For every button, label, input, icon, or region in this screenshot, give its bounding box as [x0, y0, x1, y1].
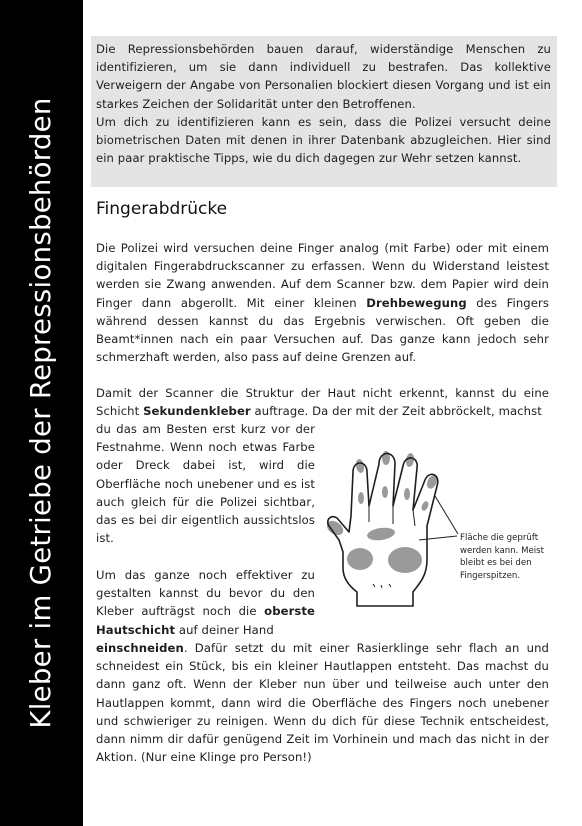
intro-paragraph: Die Repressionsbehörden bauen darauf, widerständige Menschen zu identifizieren, um sie dann individuell zu bestrafen. Das kollektive Verweigern der Angabe von Personalien blockiert diesen Vorgang und ist ein starkes Zeichen der Solidarität unter den Betroffenen.: [96, 42, 551, 111]
paragraph-glue-intro: [96, 384, 549, 420]
keyword-drehbewegung: Drehbewegung: [366, 295, 467, 310]
paragraph-cutting: [96, 639, 549, 766]
main-content: [91, 0, 557, 826]
keyword-sekundenkleber: Sekundenkleber: [143, 404, 251, 419]
intro-box: [91, 36, 557, 187]
text-run: Die Polizei wird versuchen deine Finger analog (mit Farbe) oder mit einem digitalen Fingerabdruckscanner zu erfassen. Wenn du Widerstand leistest werden sie Zwang anwenden. Auf dem Scanner bzw. dem Papier wird dein Finger dann abgerollt. Mit einer kleinen: [96, 241, 549, 310]
intro-paragraph: Um dich zu identifizieren kann es sein, dass die Polizei versucht deine biometrischen Daten mit denen in ihrer Datenbank abzugleichen. Hier sind ein paar praktische Tipps, wie du dich dagegen zur Wehr setzen kannst.: [96, 114, 551, 166]
text-run: . Dafür setzt du mit einer Rasierklinge sehr flach an und schneidest ein Stück, bis ein kleiner Hautlappen entsteht. Das machst du dann ganz oft. Wenn der Kleber nun über und teilweise auch unter den Hautlappen kommt, dann wird die Oberfläche des Fingers noch unebener und schwieriger zu reinigen. Wenn du dich für diese Technik entscheidest, dann nimm dir dafür genügend Zeit im Vorhinein und mach das nicht in der Aktion. (Nur eine Klinge pro Person!): [96, 641, 549, 765]
text-run: Damit der Scanner die Struktur der Haut nicht erkennt, kannst du eine Schicht: [96, 386, 549, 419]
paragraph-cutting-intro: [96, 566, 315, 639]
paragraph-glue-continued: [96, 420, 315, 547]
keyword-einschneiden: einschneiden: [96, 641, 184, 655]
keyword-oberste-hautschicht: oberste Hautschicht: [96, 604, 315, 637]
text-run: des Fingers während dessen kannst du das Ergebnis verwischen. Oft geben die Beamt*innen nach ein paar Versuchen auf. Das ganze kann jedoch sehr schmerzhaft werden, also pass auf deine Grenzen auf.: [96, 295, 550, 365]
page-title: Kleber im Getriebe der Repressionsbehörden: [25, 97, 57, 729]
text-run: auftrage. Da der mit der Zeit abbröckelt, machst: [250, 404, 542, 419]
text-run: Um das ganze noch effektiver zu gestalten kannst du bevor du den Kleber aufträgst noch die: [96, 568, 315, 619]
figure-caption: Fläche die geprüft werden kann. Meist bleibt es bei den Fingerspitzen.: [460, 533, 545, 581]
title-spine: [0, 0, 83, 826]
text-run: du das am Besten erst kurz vor der Festnahme. Wenn noch etwas Farbe oder Dreck dabei ist, wird die Oberfläche noch unebener und es ist auch gleich für die Polizei sichtbar, das es bei dir eigentlich aussichtslos ist.: [96, 422, 315, 546]
hand-icon: [327, 448, 487, 608]
section-heading: Fingerabdrücke: [96, 199, 228, 219]
text-run: auf deiner Hand: [175, 622, 274, 637]
paragraph-rolling: [96, 239, 549, 366]
